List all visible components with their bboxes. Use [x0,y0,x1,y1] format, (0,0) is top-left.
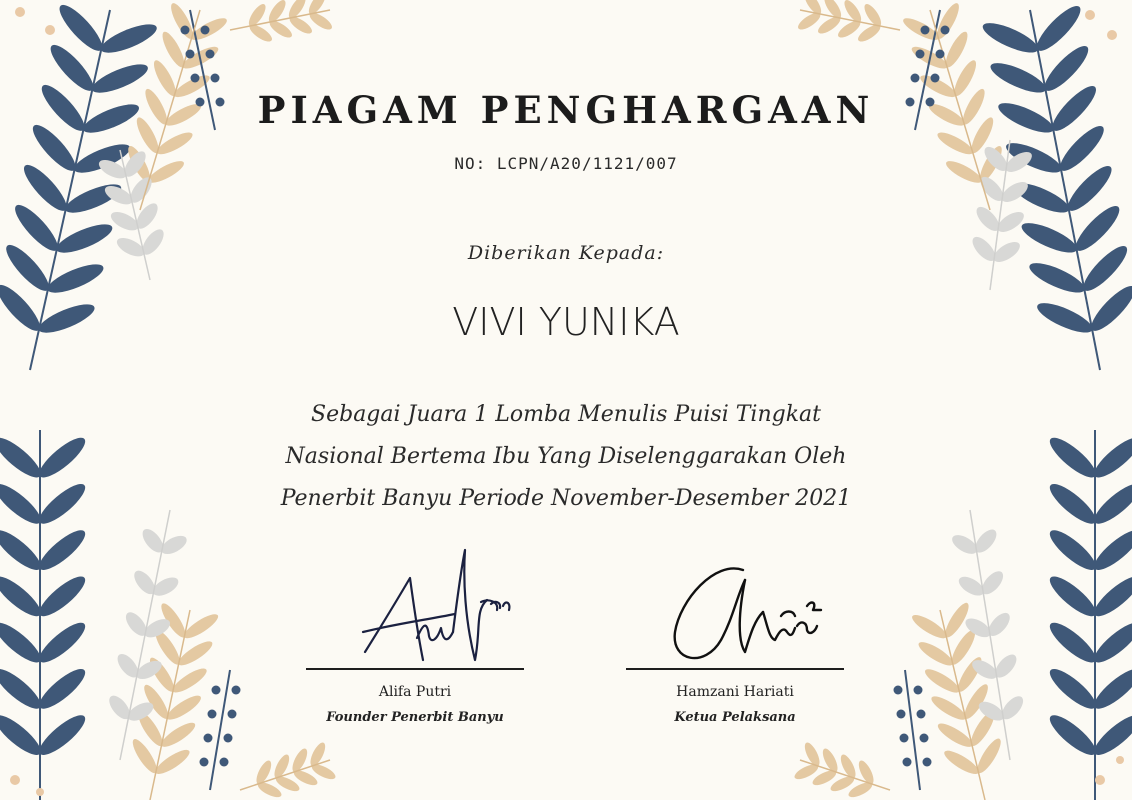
handwritten-signature [305,540,525,670]
berry-decoration [200,758,209,767]
leaf-decoration [34,525,90,576]
berry-decoration [220,758,229,767]
leaf-decoration [0,663,46,714]
description-line: Penerbit Banyu Periode November-Desember 2021 [280,486,852,511]
leaf-decoration [0,432,46,483]
signature-block-chair [625,540,845,725]
berry-decoration [894,686,903,695]
signer-role: Founder Penerbit Banyu [326,710,504,725]
description-line: Nasional Bertema Ibu Yang Diselenggarakan Oleh [285,444,847,469]
leaf-decoration [1045,710,1101,761]
berry-decoration [228,710,237,719]
berry-decoration [936,50,945,59]
leaf-decoration [0,710,46,761]
berry-decoration [201,26,210,35]
certificate-number: NO: LCPN/A20/1121/007 [454,154,678,173]
leaf-decoration [0,571,46,622]
berry-decoration [204,734,213,743]
signer-role: Ketua Pelaksana [674,710,796,725]
berry-decoration [941,26,950,35]
description-line: Sebagai Juara 1 Lomba Menulis Puisi Tingkat [311,402,821,427]
handwritten-signature [625,540,845,670]
berry-decoration [900,734,909,743]
berry-decoration [186,50,195,59]
berry-decoration [917,710,926,719]
berry-decoration [206,50,215,59]
leaf-decoration [34,432,90,483]
signer-name: Hamzani Hariati [676,684,794,700]
berry-decoration [36,788,44,796]
leaf-decoration [0,617,46,668]
leaf-decoration [54,0,108,56]
berry-decoration [211,74,220,83]
leaf-decoration [1045,617,1101,668]
leaf-decoration [1045,663,1101,714]
berry-decoration [212,686,221,695]
given-to-label: Diberikan Kepada: [467,242,665,264]
leaf-decoration [34,617,90,668]
leaf-decoration [1045,432,1101,483]
berry-decoration [191,74,200,83]
leaf-decoration [1045,525,1101,576]
leaf-decoration [34,571,90,622]
berry-decoration [914,686,923,695]
berry-decoration [45,25,55,35]
berry-decoration [916,50,925,59]
berry-decoration [923,758,932,767]
berry-decoration [1085,10,1095,20]
berry-decoration [10,775,20,785]
certificate-title: PIAGAM PENGHARGAAN [257,88,875,132]
signer-name: Alifa Putri [378,684,452,700]
berry-decoration [931,74,940,83]
berry-decoration [232,686,241,695]
berry-decoration [181,26,190,35]
signature-line [306,668,524,670]
leaf-decoration [34,710,90,761]
award-description [216,394,916,520]
berry-decoration [208,710,217,719]
leaf-decoration [0,478,46,529]
leaf-decoration [1031,1,1086,57]
leaf-decoration [0,525,46,576]
leaf-decoration [34,663,90,714]
berry-decoration [920,734,929,743]
berry-decoration [1107,30,1117,40]
berry-decoration [15,7,25,17]
berry-decoration [1095,775,1105,785]
leaf-decoration [1045,478,1101,529]
berry-decoration [224,734,233,743]
recipient-name: VIVI YUNIKA [452,300,680,344]
berry-decoration [1116,756,1124,764]
berry-decoration [911,74,920,83]
signature-line [626,668,844,670]
berry-decoration [897,710,906,719]
signature-block-founder [305,540,525,725]
leaf-decoration [34,478,90,529]
berry-decoration [903,758,912,767]
berry-decoration [921,26,930,35]
leaf-decoration [1045,571,1101,622]
